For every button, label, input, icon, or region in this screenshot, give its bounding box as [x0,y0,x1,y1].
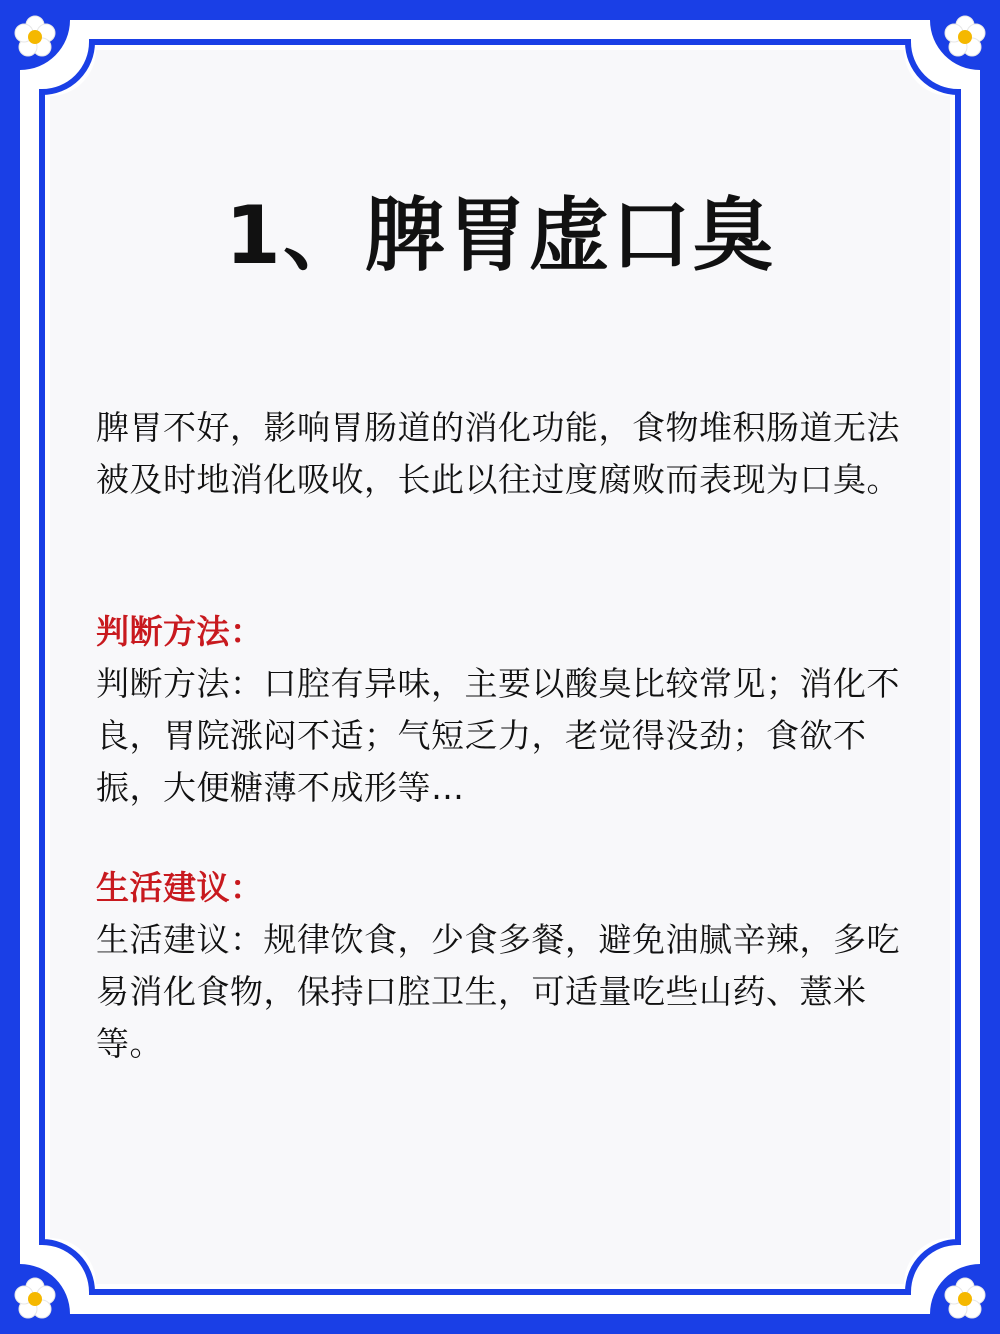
life-advice-heading: 生活建议： [96,868,264,907]
white-flower-icon [12,14,58,60]
page-title: 1、脾胃虚口臭 [225,189,775,282]
judge-method-paragraph: 判断方法：口腔有异味，主要以酸臭比较常见；消化不良，胃院涨闷不适；气短乏力，老觉得没劲；食欲不振，大便糖薄不成形等… [96,664,900,807]
judge-method-heading: 判断方法： [96,612,264,651]
intro-paragraph: 脾胃不好，影响胃肠道的消化功能，食物堆积肠道无法被及时地消化吸收，长此以往过度腐败而表现为口臭。 [96,408,900,499]
life-advice-paragraph: 生活建议：规律饮食，少食多餐，避免油腻辛辣，多吃易消化食物，保持口腔卫生，可适量吃些山药、薏米等。 [96,920,900,1063]
white-flower-icon [942,14,988,60]
white-flower-icon [12,1276,58,1322]
white-flower-icon [942,1276,988,1322]
